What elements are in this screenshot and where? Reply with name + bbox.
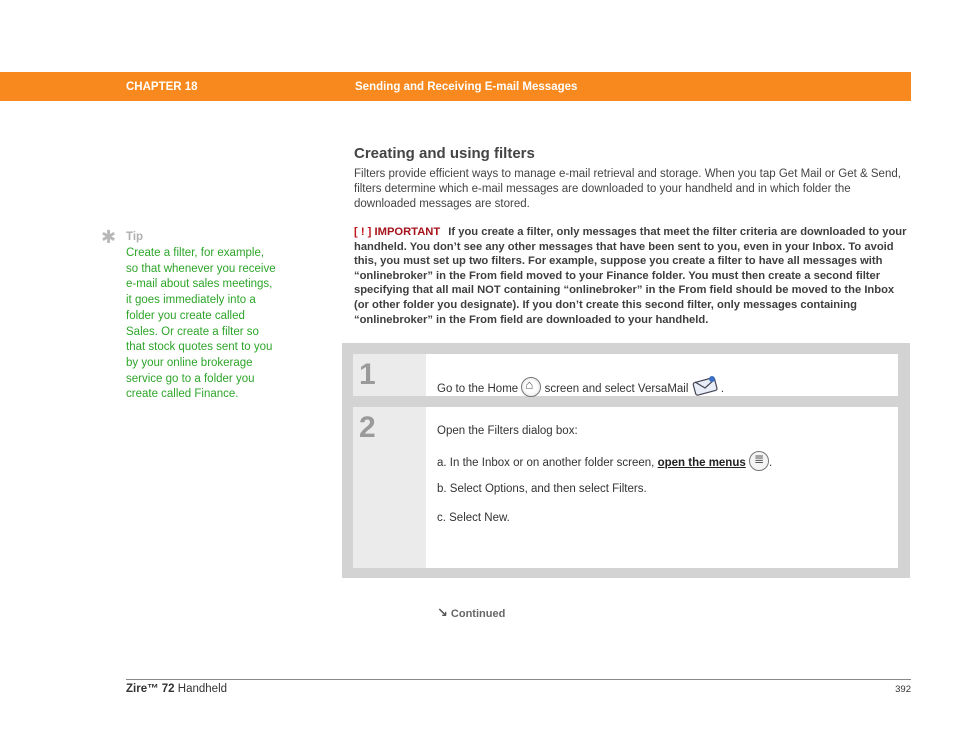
- footer-product: [126, 683, 227, 695]
- chapter-header-bar: [0, 72, 911, 101]
- step-1-text: [437, 374, 890, 397]
- menu-icon: [749, 451, 769, 471]
- versamail-icon: [692, 374, 718, 396]
- open-the-menus-link[interactable]: open the menus: [657, 457, 746, 469]
- important-text: If you create a filter, only messages that meet the filter criteria are downloaded to your handheld. You don’t see any other messages that have been sent to you, even in your Inbox. To avoid this, you must set up two filters. For example, suppose you create a filter to have all messages with “onlinebroker” in the From field moved to your Finance folder. You must then create a second filter specifying that all mail NOT containing “onlinebroker” in the From field should be moved to the Inbox (or other folder you designate). If you don’t create this second filter, only messages containing “onlinebroker” in the From field are downloaded to your handheld.: [354, 226, 907, 326]
- step-number: 2: [359, 411, 376, 444]
- step-2-b: b. Select Options, and then select Filters.: [437, 483, 647, 495]
- continued-label: Continued: [450, 608, 506, 620]
- step-text: Go to the Home: [437, 383, 519, 395]
- step-1: [353, 354, 898, 396]
- step-2-c: c. Select New.: [437, 512, 510, 524]
- step-2-intro: Open the Filters dialog box:: [437, 425, 578, 437]
- arrow-down-right-icon: ↘: [437, 605, 448, 620]
- step-number: 1: [359, 358, 376, 391]
- step-2-a: [437, 451, 772, 471]
- asterisk-icon: ✱: [101, 227, 117, 247]
- tip-body: Create a filter, for example, so that whenever you receive e-mail about sales meetings, it goes immediately into a folder you create called Sales. Or create a filter so that stock quotes sent to you by your online brokerage service go to a folder you create called Finance.: [126, 247, 276, 401]
- chapter-title: Sending and Receiving E-mail Messages: [355, 81, 578, 93]
- step-text: a. In the Inbox or on another folder screen,: [437, 457, 655, 469]
- footer-divider: [126, 679, 911, 680]
- product-suffix: Handheld: [177, 683, 228, 695]
- section-intro: Filters provide efficient ways to manage e-mail retrieval and storage. When you tap Get Mail or Get & Send, filters determine which e-mail messages are downloaded to your handheld and in which folder the downloaded messages are stored.: [354, 168, 901, 210]
- main-content: [354, 145, 910, 212]
- step-text: .: [768, 457, 773, 469]
- important-note: [354, 225, 910, 327]
- step-text: .: [720, 383, 725, 395]
- chapter-number: CHAPTER 18: [126, 81, 198, 93]
- step-2: [353, 407, 898, 620]
- continued-link[interactable]: [437, 605, 505, 621]
- important-icon: [ ! ]: [354, 226, 372, 238]
- steps-box: [342, 343, 910, 620]
- step-number-cell: [353, 354, 426, 396]
- home-icon: [521, 377, 541, 397]
- important-label: IMPORTANT: [374, 226, 441, 238]
- step-number-cell: [353, 407, 426, 568]
- section-title: Creating and using filters: [354, 145, 535, 162]
- page-number: 392: [895, 684, 911, 695]
- product-name: Zire™ 72: [126, 683, 175, 695]
- step-text: screen and select VersaMail: [544, 383, 689, 395]
- tip-label: Tip: [126, 231, 144, 243]
